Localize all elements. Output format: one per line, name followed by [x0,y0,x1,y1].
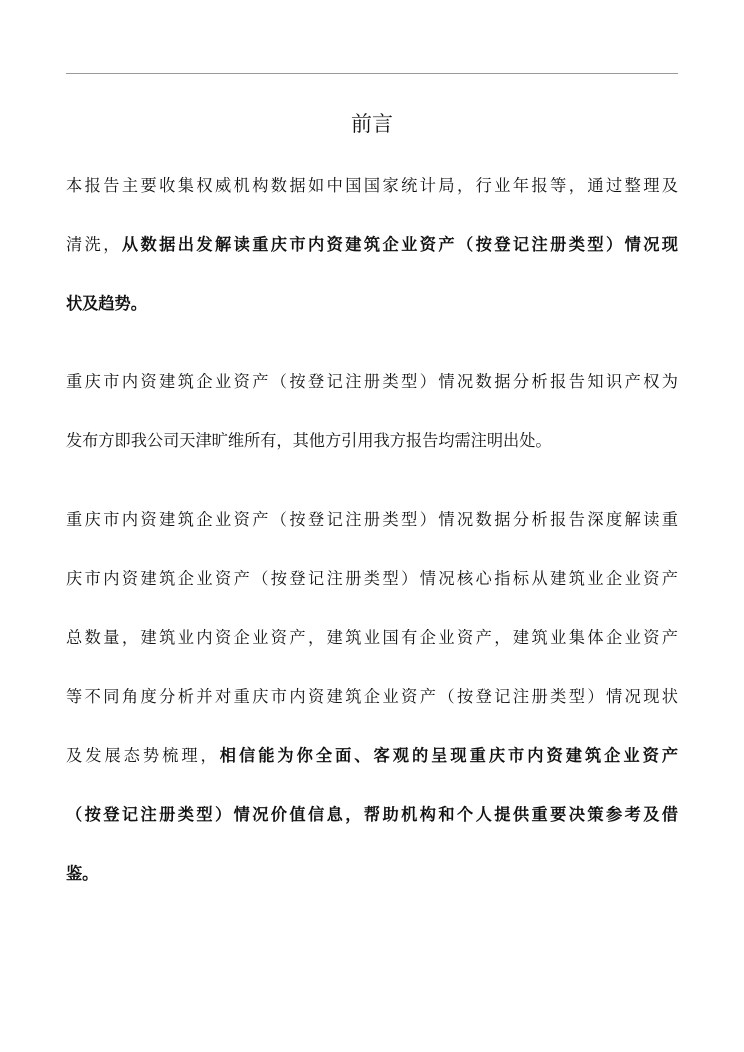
text-normal: 及发展态势梳理， [66,746,220,765]
text-line [66,743,678,769]
text-line: 鉴。 [66,864,99,883]
text-line: 庆市内资建筑企业资产（按登记注册类型）情况核心指标从建筑业企业资产 [66,569,678,588]
text-line: （按登记注册类型）情况价值信息，帮助机构和个人提供重要决策参考及借 [66,805,678,824]
text-line: 总数量，建筑业内资企业资产，建筑业国有企业资产，建筑业集体企业资产 [66,628,678,647]
text-line: 重庆市内资建筑企业资产（按登记注册类型）情况数据分析报告知识产权为 [66,372,678,391]
text-line: 重庆市内资建筑企业资产（按登记注册类型）情况数据分析报告深度解读重 [66,510,678,529]
text-line: 等不同角度分析并对重庆市内资建筑企业资产（按登记注册类型）情况现状 [66,687,678,706]
text-line [66,291,678,317]
text-bold: 相信能为你全面、客观的呈现重庆市内资建筑企业资产 [219,746,679,765]
text-line: 发布方即我公司天津旷维所有，其他方引用我方报告均需注明出处。 [66,431,552,450]
text-bold: 从数据出发解读重庆市内资建筑企业资产（按登记注册类型）情况现 [121,235,678,254]
text-line [66,232,678,258]
top-divider [66,73,678,74]
page-title: 前言 [351,112,393,136]
text-normal: 清洗， [66,235,122,254]
text-bold: 状及趋势。 [66,294,147,313]
text-line: 本报告主要收集权威机构数据如中国国家统计局，行业年报等，通过整理及 [66,176,678,195]
